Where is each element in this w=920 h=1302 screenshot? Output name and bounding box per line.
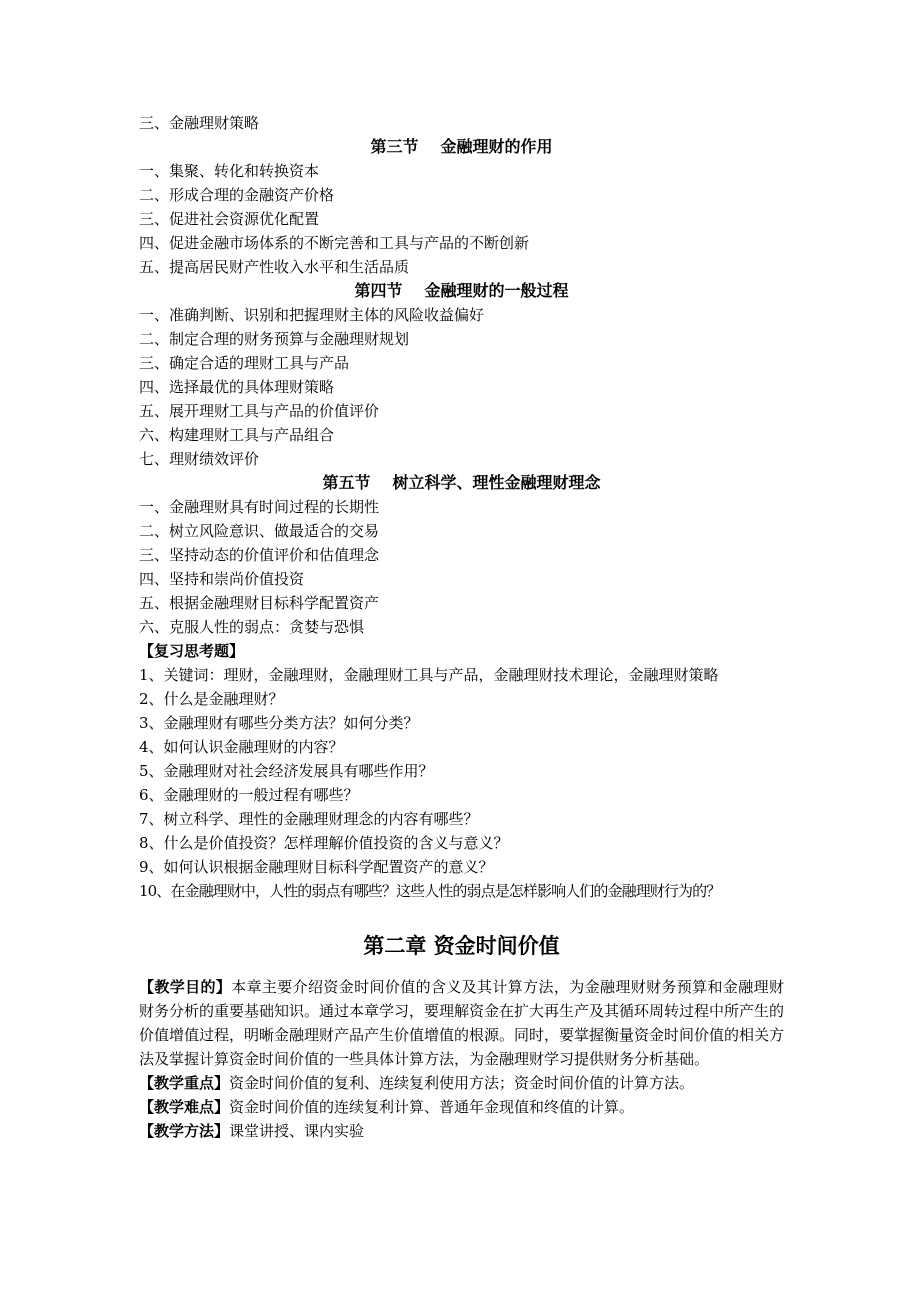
section-heading xyxy=(139,471,784,495)
teaching-methods xyxy=(139,1119,784,1143)
section-number: 第三节 xyxy=(370,137,419,156)
list-item: 三、确定合适的理财工具与产品 xyxy=(139,354,350,372)
list-item: 七、理财绩效评价 xyxy=(139,450,260,468)
section-number: 第四节 xyxy=(354,281,403,300)
review-question: 6、金融理财的一般过程有哪些？ xyxy=(139,786,359,804)
list-item: 五、根据金融理财目标科学配置资产 xyxy=(139,594,380,612)
review-question: 10、在金融理财中，人性的弱点有哪些？这些人性的弱点是怎样影响人们的金融理财行为的？ xyxy=(139,882,721,900)
key-text: 资金时间价值的复利、连续复利使用方法；资金时间价值的计算方法。 xyxy=(229,1074,695,1092)
list-item: 五、提高居民财产性收入水平和生活品质 xyxy=(139,258,410,276)
key-label: 【教学重点】 xyxy=(139,1074,230,1092)
list-item: 一、准确判断、识别和把握理财主体的风险收益偏好 xyxy=(139,306,485,324)
document-page xyxy=(139,111,784,1143)
review-question: 1、关键词：理财，金融理财，金融理财工具与产品，金融理财技术理论，金融理财策略 xyxy=(139,666,719,684)
review-question: 4、如何认识金融理财的内容？ xyxy=(139,738,344,756)
review-question: 3、金融理财有哪些分类方法？如何分类？ xyxy=(139,714,419,732)
review-question: 9、如何认识根据金融理财目标科学配置资产的意义？ xyxy=(139,858,494,876)
section-number: 第五节 xyxy=(322,473,371,492)
list-item: 六、构建理财工具与产品组合 xyxy=(139,426,335,444)
method-text: 课堂讲授、课内实验 xyxy=(229,1122,365,1140)
teaching-key-points xyxy=(139,1071,784,1095)
method-label: 【教学方法】 xyxy=(139,1122,230,1140)
list-item: 四、选择最优的具体理财策略 xyxy=(139,378,335,396)
section-title: 金融理财的作用 xyxy=(440,137,553,156)
list-item: 四、促进金融市场体系的不断完善和工具与产品的不断创新 xyxy=(139,234,530,252)
review-question: 8、什么是价值投资？怎样理解价值投资的含义与意义？ xyxy=(139,834,509,852)
objective-text: 本章主要介绍资金时间价值的含义及其计算方法，为金融理财财务预算和金融理财财务分析的重要基础知识。通过本章学习，要理解资金在扩大再生产及其循环周转过程中所产生的价值增值过程，明晰金融理财产品产生价值增值的根源。同时，要掌握衡量资金时间价值的相关方法及掌握计算资金时间价值的一些具体计算方法，为金融理财学习提供财务分析基础。 xyxy=(139,978,785,1068)
review-question: 7、树立科学、理性的金融理财理念的内容有哪些？ xyxy=(139,810,479,828)
section-heading xyxy=(139,135,784,159)
list-item: 六、克服人性的弱点：贪婪与恐惧 xyxy=(139,618,365,636)
list-item: 三、金融理财策略 xyxy=(139,114,260,132)
section-heading xyxy=(139,279,784,303)
list-item: 二、树立风险意识、做最适合的交易 xyxy=(139,522,380,540)
list-item: 四、坚持和崇尚价值投资 xyxy=(139,570,305,588)
review-question: 2、什么是金融理财？ xyxy=(139,690,284,708)
list-item: 三、促进社会资源优化配置 xyxy=(139,210,320,228)
difficulty-label: 【教学难点】 xyxy=(139,1098,230,1116)
section-title: 金融理财的一般过程 xyxy=(424,281,569,300)
difficulty-text: 资金时间价值的连续复利计算、普通年金现值和终值的计算。 xyxy=(229,1098,635,1116)
list-item: 五、展开理财工具与产品的价值评价 xyxy=(139,402,380,420)
list-item: 三、坚持动态的价值评价和估值理念 xyxy=(139,546,380,564)
review-title: 【复习思考题】 xyxy=(139,642,245,660)
list-item: 二、形成合理的金融资产价格 xyxy=(139,186,335,204)
objective-label: 【教学目的】 xyxy=(139,978,232,996)
list-item: 一、集聚、转化和转换资本 xyxy=(139,162,320,180)
chapter-title: 第二章 资金时间价值 xyxy=(363,934,560,958)
teaching-difficulties xyxy=(139,1095,784,1119)
list-item: 一、金融理财具有时间过程的长期性 xyxy=(139,498,380,516)
review-question: 5、金融理财对社会经济发展具有哪些作用？ xyxy=(139,762,434,780)
list-item: 二、制定合理的财务预算与金融理财规划 xyxy=(139,330,410,348)
teaching-objective xyxy=(139,975,784,1071)
section-title: 树立科学、理性金融理财理念 xyxy=(392,473,601,492)
